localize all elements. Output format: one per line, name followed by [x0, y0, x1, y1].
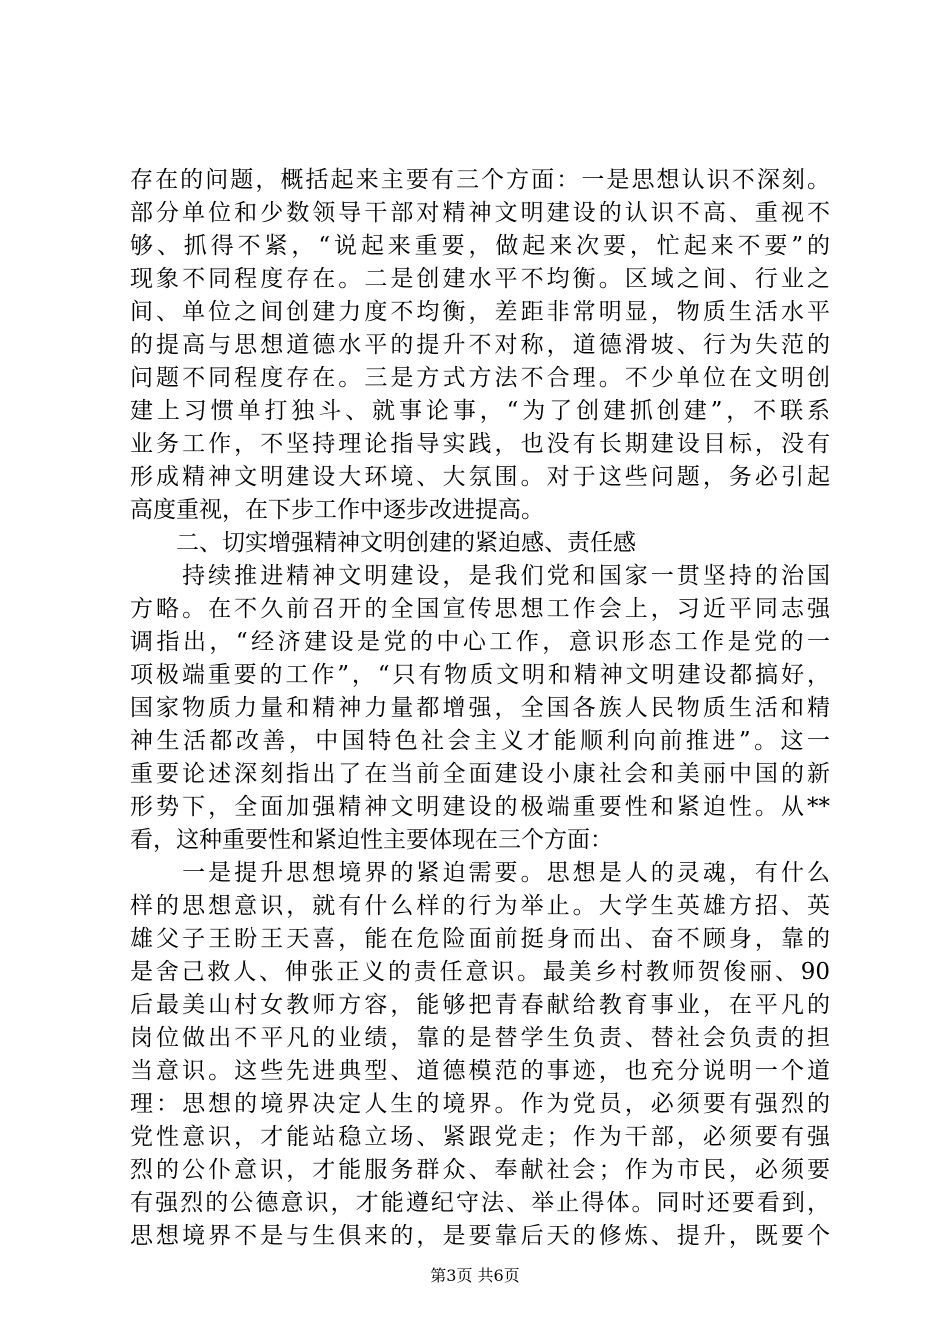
text-line: 雄父子王盼王天喜，能在危险面前挺身而出、奋不顾身，靠的 — [130, 926, 830, 952]
text-line: 理：思想的境界决定人生的境界。作为党员，必须要有强烈的 — [130, 1091, 830, 1117]
document-body — [130, 164, 830, 1253]
text-line: 间、单位之间创建力度不均衡，差距非常明显，物质生活水平 — [130, 299, 830, 325]
text-line: 够、抓得不紧，“说起来重要，做起来次要，忙起来不要”的 — [130, 233, 830, 259]
text-line: 看，这种重要性和紧迫性主要体现在三个方面： — [130, 827, 613, 853]
text-line: 调指出，“经济建设是党的中心工作，意识形态工作是党的一 — [130, 629, 830, 655]
text-line: 有强烈的公德意识，才能遵纪守法、举止得体。同时还要看到， — [130, 1190, 830, 1216]
text-line: 形势下，全面加强精神文明建设的极端重要性和紧迫性。从** — [130, 794, 830, 820]
text-line: 二、切实增强精神文明创建的紧迫感、责任感 — [130, 530, 636, 556]
text-line: 后最美山村女教师方容，能够把青春献给教育事业，在平凡的 — [130, 992, 830, 1018]
text-line: 高度重视，在下步工作中逐步改进提高。 — [130, 497, 544, 523]
text-line: 是舍己救人、伸张正义的责任意识。最美乡村教师贺俊丽、90 — [130, 959, 830, 985]
text-line: 重要论述深刻指出了在当前全面建设小康社会和美丽中国的新 — [130, 761, 830, 787]
text-line: 思想境界不是与生俱来的，是要靠后天的修炼、提升，既要个 — [130, 1223, 830, 1249]
page-footer: 第3页 共6页 — [430, 1266, 520, 1285]
text-line: 方略。在不久前召开的全国宣传思想工作会上，习近平同志强 — [130, 596, 830, 622]
text-line: 的提高与思想道德水平的提升不对称，道德滑坡、行为失范的 — [130, 332, 830, 358]
text-line: 持续推进精神文明建设，是我们党和国家一贯坚持的治国 — [130, 563, 830, 589]
text-line: 烈的公仆意识，才能服务群众、奉献社会；作为市民，必须要 — [130, 1157, 830, 1183]
text-line: 神生活都改善，中国特色社会主义才能顺利向前推进”。这一 — [130, 728, 830, 754]
text-line: 建上习惯单打独斗、就事论事，“为了创建抓创建”，不联系 — [130, 398, 830, 424]
text-line: 部分单位和少数领导干部对精神文明建设的认识不高、重视不 — [130, 200, 830, 226]
text-line: 党性意识，才能站稳立场、紧跟党走；作为干部，必须要有强 — [130, 1124, 830, 1150]
text-line: 存在的问题，概括起来主要有三个方面：一是思想认识不深刻。 — [130, 167, 830, 193]
text-line: 项极端重要的工作”，“只有物质文明和精神文明建设都搞好， — [130, 662, 830, 688]
text-line: 样的思想意识，就有什么样的行为举止。大学生英雄方招、英 — [130, 893, 830, 919]
text-line: 形成精神文明建设大环境、大氛围。对于这些问题，务必引起 — [130, 464, 830, 490]
text-line: 问题不同程度存在。三是方式方法不合理。不少单位在文明创 — [130, 365, 830, 391]
text-line: 业务工作，不坚持理论指导实践，也没有长期建设目标，没有 — [130, 431, 830, 457]
text-line: 现象不同程度存在。二是创建水平不均衡。区域之间、行业之 — [130, 266, 830, 292]
text-line: 国家物质力量和精神力量都增强，全国各族人民物质生活和精 — [130, 695, 830, 721]
text-line: 当意识。这些先进典型、道德模范的事迹，也充分说明一个道 — [130, 1058, 830, 1084]
text-line: 一是提升思想境界的紧迫需要。思想是人的灵魂，有什么 — [130, 860, 830, 886]
text-line: 岗位做出不平凡的业绩，靠的是替学生负责、替社会负责的担 — [130, 1025, 830, 1051]
